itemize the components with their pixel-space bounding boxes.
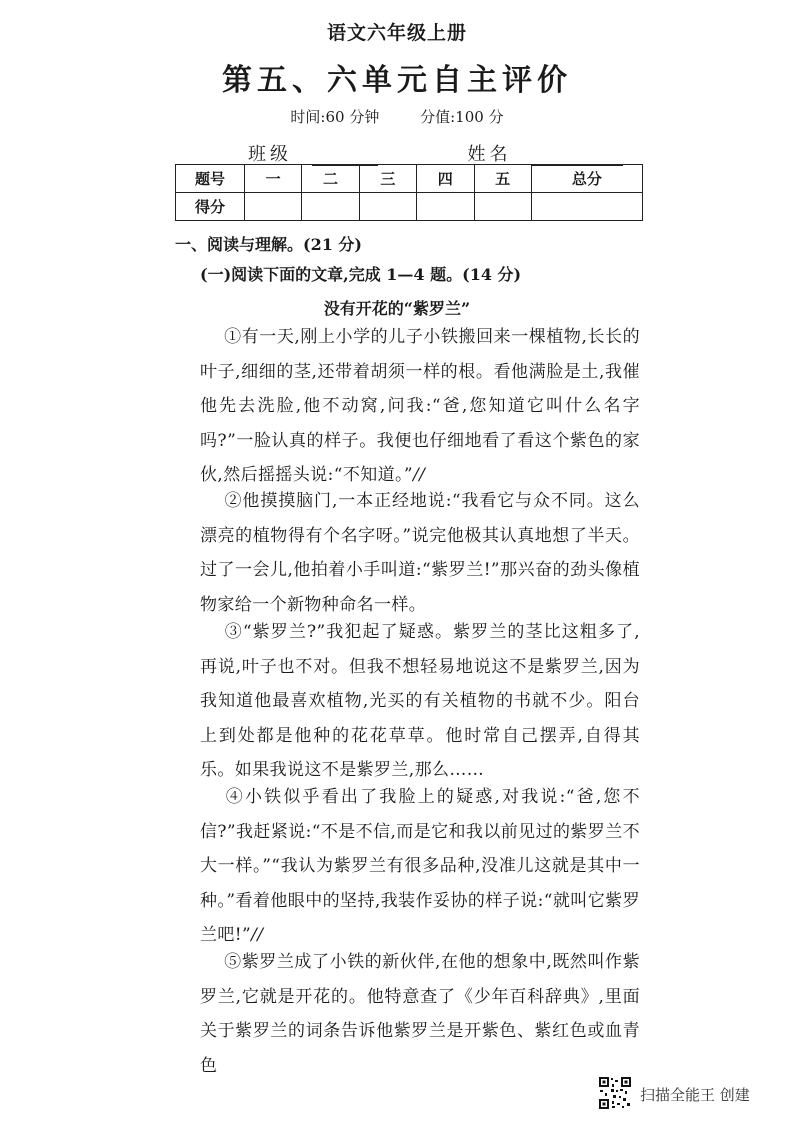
article-paragraph: [200, 320, 640, 493]
handwritten-mark: //: [413, 465, 426, 485]
paragraph-text: ④小铁似乎看出了我脸上的疑惑,对我说:“爸,您不信?”我赶紧说:“不是不信,而是它和我以前见过的紫罗兰不大一样。”“我认为紫罗兰有很多品种,没准儿这就是其中一种。”看着他眼中的坚持,我装作妥协的样子说:“就叫它紫罗兰吧!”: [200, 787, 640, 945]
name-label: 姓名: [467, 144, 512, 165]
total-score: 分值:100 分: [420, 108, 504, 126]
article-title: 没有开花的“紫罗兰”: [323, 299, 471, 318]
article-paragraph: [200, 484, 640, 622]
paragraph-text: ③“紫罗兰?”我犯起了疑惑。紫罗兰的茎比这粗多了,再说,叶子也不对。但我不想轻易地说这不是紫罗兰,因为我知道他最喜欢植物,光买的有关植物的书就不少。阳台上到处都是他种的花花草草。他时常自己摆弄,自得其乐。如果我说这不是紫罗兰,那么……: [200, 622, 640, 780]
score-table-cell: 得分: [176, 193, 245, 221]
exam-meta: [0, 106, 794, 127]
class-blank[interactable]: [312, 145, 378, 166]
score-input-cell[interactable]: [474, 193, 531, 221]
student-info: [248, 140, 623, 166]
time-limit: 时间:60 分钟: [290, 108, 380, 126]
score-table-cell: 四: [417, 165, 474, 193]
score-table-cell: 总分: [531, 165, 642, 193]
score-input-cell[interactable]: [302, 193, 359, 221]
paragraph-text: ①有一天,刚上小学的儿子小铁搬回来一棵植物,长长的叶子,细细的茎,还带着胡须一样的根。看他满脸是土,我催他先去洗脸,他不动窝,问我:“爸,您知道它叫什么名字吗?”一脸认真的样子。我便也仔细地看了看这个紫色的家伙,然后摇摇头说:“不知道。”: [200, 327, 640, 485]
score-input-cell[interactable]: [245, 193, 302, 221]
score-table-cell: 二: [302, 165, 359, 193]
score-table-score-row: [176, 193, 643, 221]
score-table-cell: 一: [245, 165, 302, 193]
watermark-text: 扫描全能王 创建: [640, 1086, 750, 1104]
subject-heading: 语文六年级上册: [326, 22, 467, 44]
article-paragraph: [200, 615, 640, 788]
score-table: [175, 164, 643, 221]
article-paragraph: [200, 945, 640, 1083]
handwritten-mark: //: [251, 925, 264, 945]
article-paragraph: [200, 780, 640, 953]
score-input-cell[interactable]: [417, 193, 474, 221]
score-table-header-row: [176, 165, 643, 193]
section-heading: 一、阅读与理解。(21 分): [175, 235, 362, 254]
score-input-cell[interactable]: [531, 193, 642, 221]
subsection-heading: (一)阅读下面的文章,完成 1—4 题。(14 分): [200, 265, 522, 284]
score-input-cell[interactable]: [359, 193, 416, 221]
score-table-cell: 题号: [176, 165, 245, 193]
paragraph-text: ②他摸摸脑门,一本正经地说:“我看它与众不同。这么漂亮的植物得有个名字呀。”说完他极其认真地想了半天。过了一会儿,他拍着小手叫道:“紫罗兰!”那兴奋的劲头像植物家给一个新物种命名一样。: [200, 491, 640, 615]
paragraph-text: ⑤紫罗兰成了小铁的新伙伴,在他的想象中,既然叫作紫罗兰,它就是开花的。他特意查了《少年百科辞典》,里面关于紫罗兰的词条告诉他紫罗兰是开紫色、紫红色或血青色: [200, 952, 640, 1076]
name-blank[interactable]: [531, 145, 623, 166]
page-title: 第五、六单元自主评价: [222, 63, 572, 98]
score-table-cell: 五: [474, 165, 531, 193]
qr-code-icon: [598, 1076, 632, 1110]
class-label: 班级: [248, 144, 292, 165]
score-table-cell: 三: [359, 165, 416, 193]
